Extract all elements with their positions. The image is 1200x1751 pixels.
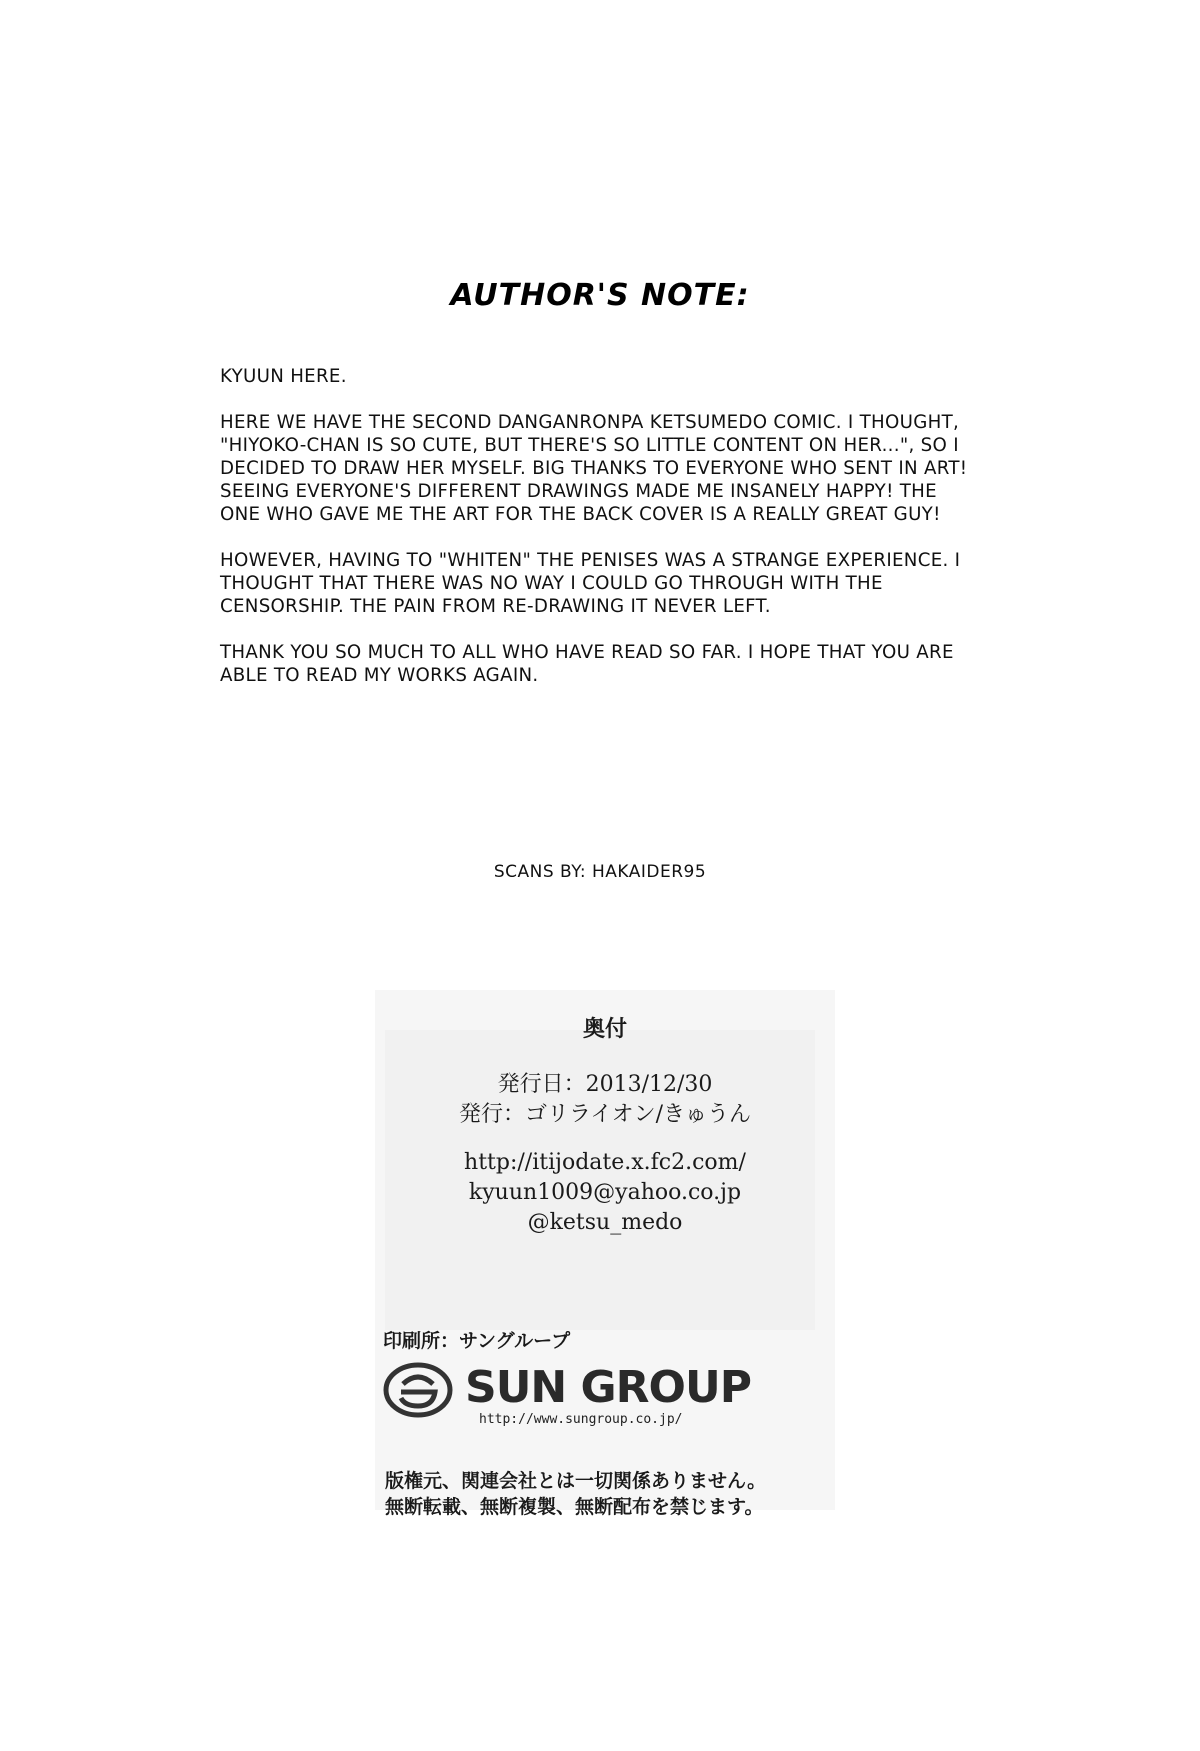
note-paragraph: THANK YOU SO MUCH TO ALL WHO HAVE READ SO FAR. I HOPE THAT YOU ARE ABLE TO READ MY WORKS AGAIN. bbox=[220, 642, 954, 686]
twitter-handle: @ketsu_medo bbox=[527, 1210, 683, 1235]
sun-group-logo-text: SUN GROUP bbox=[465, 1362, 751, 1413]
note-paragraph: HOWEVER, HAVING TO "WHITEN" THE PENISES WAS A STRANGE EXPERIENCE. I THOUGHT THAT THERE WAS NO WAY I COULD GO THROUGH WITH THE CENSORSHIP. THE PAIN FROM RE-DRAWING IT NEVER LEFT. bbox=[220, 550, 961, 617]
printer-url: http://www.sungroup.co.jp/ bbox=[479, 1412, 683, 1427]
copyright-notice-2: 無断転載、無断複製、無断配布を禁じます。 bbox=[385, 1496, 764, 1518]
email-address: kyuun1009@yahoo.co.jp bbox=[468, 1180, 742, 1205]
publish-date: 発行日：2013/12/30 bbox=[497, 1072, 713, 1097]
page-title: AUTHOR'S NOTE: bbox=[450, 278, 750, 313]
note-paragraph: HERE WE HAVE THE SECOND DANGANRONPA KETSUMEDO COMIC. I THOUGHT, "HIYOKO-CHAN IS SO CUTE, BUT THERE'S SO LITTLE CONTENT ON HER...", SO I DECIDED TO DRAW HER MYSELF. BIG THANKS TO EVERYONE WHO SENT IN ART! SEEING EVERYONE'S DIFFERENT DRAWINGS MADE ME INSANELY HAPPY! THE ONE WHO GAVE ME THE ART FOR THE BACK COVER IS A REALLY GREAT GUY! bbox=[220, 412, 968, 525]
note-paragraph: KYUUN HERE. bbox=[220, 366, 347, 387]
publisher: 発行：ゴリライオン/きゅうん bbox=[458, 1102, 752, 1127]
sun-group-logo bbox=[383, 1362, 763, 1432]
sun-group-logo-icon bbox=[383, 1362, 453, 1418]
copyright-notice-1: 版権元、関連会社とは一切関係ありません。 bbox=[385, 1470, 767, 1492]
website-url: http://itijodate.x.fc2.com/ bbox=[464, 1150, 746, 1175]
colophon-heading: 奥付 bbox=[582, 1016, 627, 1042]
scans-credit: SCANS BY: HAKAIDER95 bbox=[493, 862, 707, 882]
authors-note-body bbox=[220, 365, 980, 710]
printer-line: 印刷所：サングループ bbox=[383, 1330, 571, 1352]
